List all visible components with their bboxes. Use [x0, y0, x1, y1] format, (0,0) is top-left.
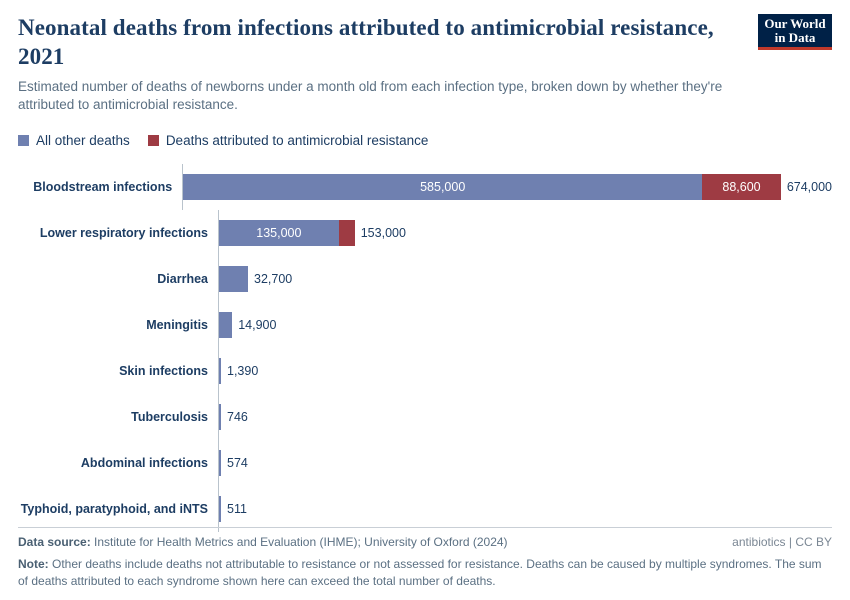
row-total-value: 674,000 [786, 179, 832, 194]
footer-divider [18, 527, 832, 528]
bar-segment-other-deaths[interactable]: 135,000 [219, 220, 339, 246]
source-label: Data source: [18, 534, 91, 549]
row-total-value: 1,390 [227, 363, 259, 378]
chart-row[interactable] [18, 394, 832, 440]
bar-area [218, 394, 832, 440]
row-label: Lower respiratory infections [39, 225, 208, 240]
chart-row[interactable] [18, 164, 832, 210]
chart-row[interactable] [18, 348, 832, 394]
stacked-bar[interactable] [219, 266, 248, 292]
bar-chart [18, 164, 832, 532]
bar-area [218, 210, 832, 256]
bar-area [218, 348, 832, 394]
stacked-bar[interactable] [183, 174, 781, 200]
chart-legend [18, 133, 832, 148]
bar-area [218, 302, 832, 348]
row-label: Tuberculosis [131, 409, 208, 424]
chart-row[interactable] [18, 302, 832, 348]
page-title: Neonatal deaths from infections attributed to antimicrobial resistance, 2021 [18, 15, 714, 69]
stacked-bar[interactable] [219, 496, 221, 522]
row-total-value: 153,000 [360, 225, 406, 240]
stacked-bar[interactable] [219, 312, 232, 338]
legend-item[interactable] [18, 133, 130, 148]
page-subtitle: Estimated number of deaths of newborns under a month old from each infection type, broken down by whether they're attributed to antimicrobial resistance. [18, 78, 723, 113]
stacked-bar[interactable] [219, 450, 221, 476]
bar-segment-other-deaths[interactable] [219, 450, 221, 476]
row-label: Typhoid, paratyphoid, and iNTS [20, 501, 208, 516]
row-total-value: 14,900 [238, 317, 277, 332]
note-text: Other deaths include deaths not attributable to resistance or not assessed for resistance. Deaths can be caused by multiple syndromes. The sum of deaths attributed to each syndrome shown here can exceed the total number of deaths. [18, 556, 822, 588]
stacked-bar[interactable] [219, 220, 355, 246]
row-total-value: 746 [227, 409, 248, 424]
chart-row[interactable] [18, 440, 832, 486]
bar-segment-amr-deaths[interactable] [339, 220, 355, 246]
bar-segment-other-deaths[interactable] [219, 404, 221, 430]
bar-segment-other-deaths[interactable]: 585,000 [183, 174, 702, 200]
bar-area [218, 486, 832, 532]
bar-area [218, 440, 832, 486]
bar-segment-amr-deaths[interactable]: 88,600 [702, 174, 781, 200]
row-total-value: 32,700 [254, 271, 293, 286]
row-total-value: 511 [227, 501, 247, 516]
owid-logo[interactable] [758, 14, 832, 50]
bar-segment-other-deaths[interactable] [219, 496, 221, 522]
legend-swatch-icon [148, 135, 159, 146]
legend-item[interactable] [148, 133, 429, 148]
chart-row[interactable] [18, 486, 832, 532]
bar-segment-other-deaths[interactable] [219, 266, 248, 292]
source-line [18, 535, 832, 549]
chart-row[interactable] [18, 210, 832, 256]
chart-footer [18, 527, 832, 590]
bar-area [218, 256, 832, 302]
row-label: Meningitis [146, 317, 208, 332]
chart-row[interactable] [18, 256, 832, 302]
bar-segment-other-deaths[interactable] [219, 358, 221, 384]
source-text: Institute for Health Metrics and Evaluation (IHME); University of Oxford (2024) [94, 534, 508, 549]
source-text-wrap [18, 535, 508, 549]
row-label: Skin infections [119, 363, 208, 378]
stacked-bar[interactable] [219, 358, 221, 384]
row-total-value: 574 [227, 455, 248, 470]
legend-label: Deaths attributed to antimicrobial resistance [165, 132, 429, 148]
row-label: Bloodstream infections [33, 179, 173, 194]
chart-note [18, 556, 832, 590]
legend-label: All other deaths [36, 132, 130, 148]
note-label: Note: [18, 556, 49, 571]
bar-area [182, 164, 832, 210]
stacked-bar[interactable] [219, 404, 221, 430]
row-label: Diarrhea [157, 271, 208, 286]
owid-logo-line2: in Data [774, 30, 816, 46]
row-label: Abdominal infections [80, 455, 208, 470]
bar-segment-other-deaths[interactable] [219, 312, 232, 338]
source-attribution[interactable]: antibiotics | CC BY [732, 534, 832, 549]
chart-header [18, 14, 832, 115]
legend-swatch-icon [18, 135, 29, 146]
owid-logo-line1: Our World [764, 16, 826, 31]
